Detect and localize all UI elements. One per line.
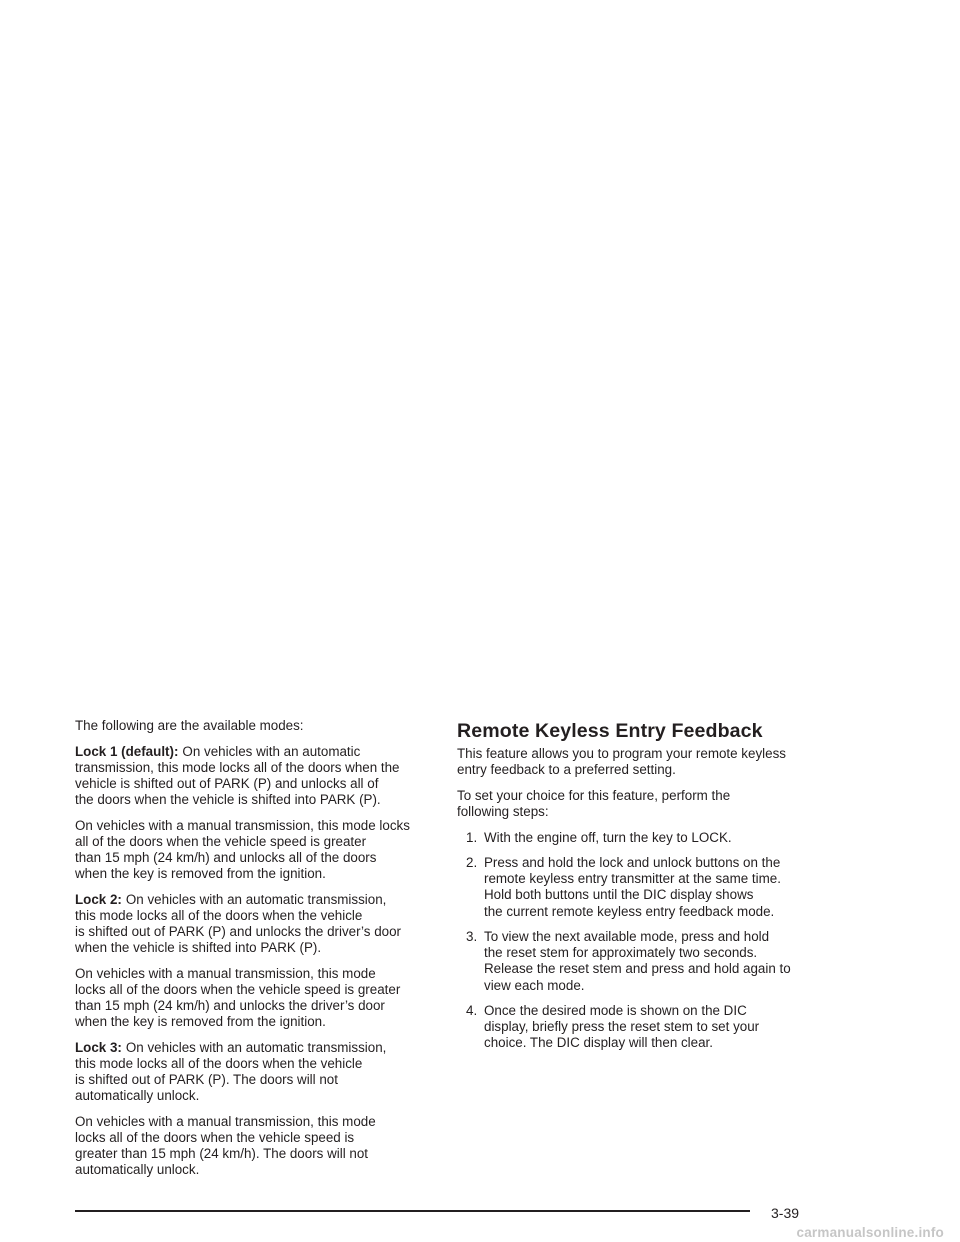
step-number: 4. [466,1003,478,1019]
lock3-label: Lock 3: [75,1039,122,1055]
step-text: Press and hold the lock and unlock buttons on the remote keyless entry transmitter at the same time. Hold both buttons until the DIC display shows the current remote keyless entry feedback mode. [484,855,781,919]
lock3-paragraph [75,1040,440,1104]
step-number: 1. [466,829,478,845]
feature-description: This feature allows you to program your remote keyless entry feedback to a preferred setting. [457,746,786,778]
left-column [75,718,440,1188]
lock1-text: On vehicles with an automatic transmission, this mode locks all of the doors when the vehicle is shifted out of PARK (P) and unlocks all of the doors when the vehicle is shifted into PARK (P). [75,743,400,807]
lock2-text: On vehicles with an automatic transmission, this mode locks all of the doors when the vehicle is shifted out of PARK (P) and unlocks the driver’s door when the vehicle is shifted into PARK (P). [75,891,401,955]
lock2-paragraph [75,892,440,956]
modes-intro: The following are the available modes: [75,718,304,733]
page-number: 3-39 [771,1205,800,1221]
lock1-manual-paragraph: On vehicles with a manual transmission, this mode locks all of the doors when the vehicle speed is greater than 15 mph (24 km/h) and unlocks all of the doors when the key is removed from the ignition. [75,817,410,881]
step-number: 2. [466,855,478,871]
list-item [457,855,827,919]
steps-list [457,830,827,1052]
step-text: Once the desired mode is shown on the DIC display, briefly press the reset stem to set your choice. The DIC display will then clear. [484,1003,760,1051]
list-item [457,830,827,846]
section-heading: Remote Keyless Entry Feedback [457,720,763,742]
lock2-label: Lock 2: [75,891,122,907]
list-item [457,1003,827,1051]
lock1-paragraph [75,744,440,808]
lock3-manual-paragraph: On vehicles with a manual transmission, this mode locks all of the doors when the vehicle speed is greater than 15 mph (24 km/h). The doors will not automatically unlock. [75,1113,376,1177]
list-item [457,929,827,993]
step-text: To view the next available mode, press and hold the reset stem for approximately two seconds. Release the reset stem and press and hold again to view each mode. [484,929,791,993]
step-number: 3. [466,929,478,945]
lock1-label: Lock 1 (default): [75,743,179,759]
steps-intro: To set your choice for this feature, perform the following steps: [457,787,731,819]
watermark: carmanualsonline.info [796,1225,944,1240]
footer-rule [75,1210,750,1212]
lock3-text: On vehicles with an automatic transmission, this mode locks all of the doors when the vehicle is shifted out of PARK (P). The doors will not automatically unlock. [75,1039,387,1103]
step-text: With the engine off, turn the key to LOCK. [484,829,732,845]
lock2-manual-paragraph: On vehicles with a manual transmission, this mode locks all of the doors when the vehicle speed is greater than 15 mph (24 km/h) and unlocks the driver’s door when the key is removed from the ignition. [75,965,401,1029]
right-column [457,720,827,1061]
